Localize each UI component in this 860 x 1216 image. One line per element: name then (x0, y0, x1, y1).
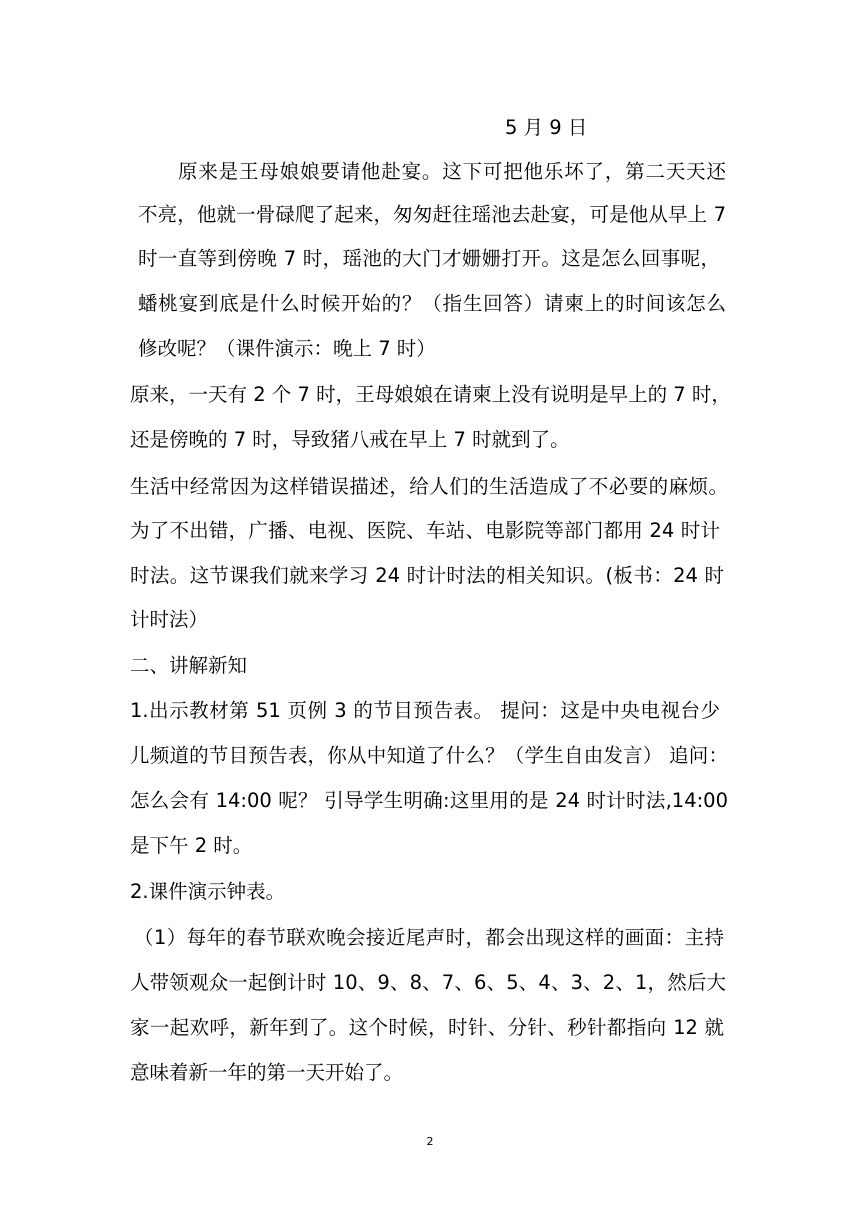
text-line: 1.出示教材第 51 页例 3 的节目预告表。 提问：这是中央电视台少 (130, 699, 720, 722)
text-line: 2.课件演示钟表。 (130, 880, 286, 903)
text-line: 为了不出错，广播、电视、医院、车站、电影院等部门都用 24 时计 (130, 519, 720, 542)
section-heading: 二、讲解新知 (130, 654, 248, 677)
text-line: 人带领观众一起倒计时 10、9、8、7、6、5、4、3、2、1，然后大 (130, 971, 726, 994)
text-line: 时法。这节课我们就来学习 24 时计时法的相关知识。(板书：24 时 (130, 564, 724, 587)
text-line: 还是傍晚的 7 时，导致猪八戒在早上 7 时就到了。 (130, 428, 570, 451)
date-line: 5 月 9 日 (505, 116, 588, 139)
text-line: （1）每年的春节联欢晚会接近尾声时，都会出现这样的画面：主持 (134, 926, 724, 949)
text-line: 怎么会有 14:00 呢？ 引导学生明确:这里用的是 24 时计时法,14:00 (130, 789, 728, 812)
text-line: 修改呢？（课件演示：晚上 7 时） (138, 337, 436, 360)
text-line: 蟠桃宴到底是什么时候开始的？（指生回答）请柬上的时间该怎么 (138, 292, 726, 315)
text-line: 不亮，他就一骨碌爬了起来，匆匆赶往瑶池去赴宴，可是他从早上 7 (138, 203, 726, 226)
text-line: 家一起欢呼，新年到了。这个时候，时针、分针、秒针都指向 12 就 (130, 1016, 724, 1039)
text-line: 意味着新一年的第一天开始了。 (130, 1061, 404, 1084)
text-line: 原来，一天有 2 个 7 时，王母娘娘在请柬上没有说明是早上的 7 时， (130, 383, 731, 406)
page-number: 2 (426, 1135, 434, 1148)
text-line: 生活中经常因为这样错误描述，给人们的生活造成了不必要的麻烦。 (130, 475, 728, 498)
text-line: 计时法） (130, 608, 209, 631)
text-line: 原来是王母娘娘要请他赴宴。这下可把他乐坏了，第二天天还 (178, 160, 726, 183)
text-line: 时一直等到傍晚 7 时，瑶池的大门才姗姗打开。这是怎么回事呢， (138, 247, 720, 270)
text-line: 儿频道的节目预告表，你从中知道了什么？（学生自由发言） 追问： (130, 744, 728, 767)
text-line: 是下午 2 时。 (130, 834, 253, 857)
